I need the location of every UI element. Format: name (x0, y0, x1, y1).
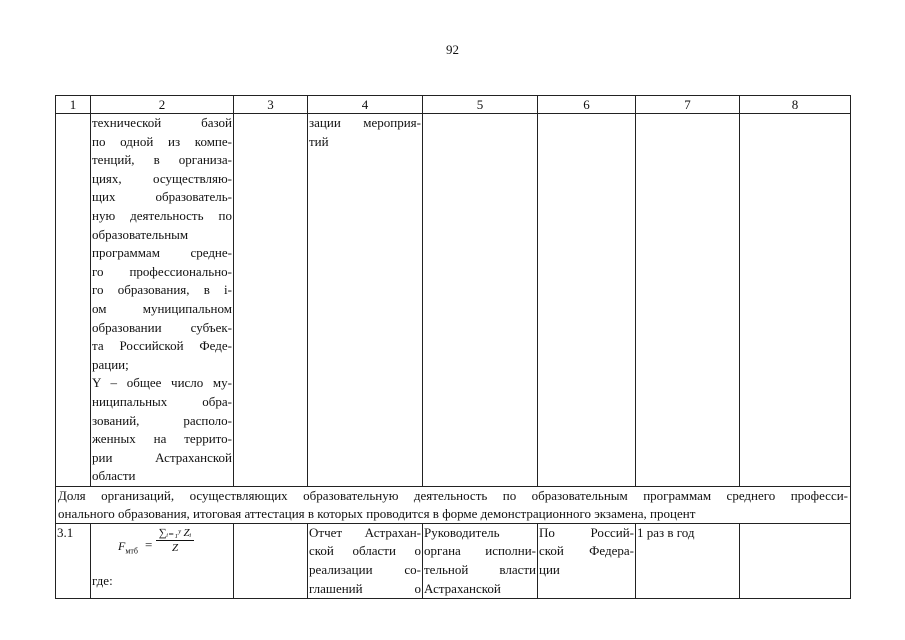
page-number: 92 (446, 42, 459, 57)
text-line: ниципальных обра- (92, 393, 232, 409)
text-line: тий (309, 133, 329, 149)
cell-col-3 (234, 114, 308, 487)
text-line: программам средне- (92, 245, 232, 261)
text-line: ную деятельность по (92, 207, 232, 223)
header-col-3: 3 (234, 96, 308, 114)
text-line: Руководитель (424, 524, 500, 540)
text-line: Отчет Астрахан- (309, 524, 421, 540)
row-number: 3.1 (56, 523, 91, 598)
cell-col-6 (538, 114, 636, 487)
cell-frequency: 1 раз в год (636, 523, 740, 598)
cell-col-4-source (308, 114, 423, 487)
text-line: Y – общее число му- (92, 375, 232, 391)
text-line: тенций, в организа- (92, 152, 232, 168)
header-col-2: 2 (91, 96, 234, 114)
cell-responsible (423, 523, 538, 598)
text-line: тельной власти (424, 562, 536, 578)
cell-col-7 (636, 114, 740, 487)
text-line: ом муниципальном (92, 300, 232, 316)
text-line: рации; (92, 356, 129, 372)
formula-numerator: ∑ᵢ₌₁ʸ Zᵢ (156, 526, 194, 541)
text-line: ской области о (309, 543, 421, 559)
section-heading-line: Доля организаций, осуществляющих образовательную деятельность по образовательным программам среднего професси- (58, 487, 848, 503)
cell-col-8 (740, 523, 851, 598)
section-heading (56, 486, 851, 523)
header-col-5: 5 (423, 96, 538, 114)
header-row (56, 96, 851, 114)
text-line: го образования, в i- (92, 282, 232, 298)
header-col-6: 6 (538, 96, 636, 114)
section-heading-line: онального образования, итоговая аттестация в которых проводится в форме демонстрационного экзамена, процент (58, 505, 696, 521)
text-line: ции (539, 562, 560, 578)
cell-col-8 (740, 114, 851, 487)
text-line: ской Федера- (539, 543, 634, 559)
text-line: образовании субъек- (92, 319, 232, 335)
text-line: органа исполни- (424, 543, 536, 559)
text-line: образовательным (92, 226, 189, 242)
text-line: зований, располо- (92, 412, 232, 428)
text-line: женных на террито- (92, 431, 232, 447)
indicator-table (55, 95, 851, 599)
section-heading-row (56, 486, 851, 523)
text-line: области (92, 468, 136, 484)
text-line: рии Астраханской (92, 449, 232, 465)
formula-equals: = (145, 536, 153, 552)
cell-col-3 (234, 523, 308, 598)
text-line: технической базой (92, 115, 232, 130)
text-line: щих образователь- (92, 189, 232, 205)
formula (92, 526, 232, 566)
text-line: глашений о (309, 580, 421, 596)
header-col-4: 4 (308, 96, 423, 114)
cell-source (308, 523, 423, 598)
formula-denominator: Z (171, 541, 179, 554)
cell-level (538, 523, 636, 598)
text-line: та Российской Феде- (92, 338, 232, 354)
cell-col-1 (56, 114, 91, 487)
header-col-1: 1 (56, 96, 91, 114)
cell-col-2-description (91, 114, 234, 487)
text-line: циях, осуществляю- (92, 170, 232, 186)
text-line: зации мероприя- (309, 115, 421, 130)
text-line: реализации со- (309, 562, 421, 578)
formula-lhs: $F_{мтб}$ (118, 538, 138, 556)
cell-formula (91, 523, 234, 598)
indicator-row-3-1 (56, 523, 851, 598)
formula-fraction (156, 526, 194, 555)
cell-col-5 (423, 114, 538, 487)
text-line: по одной из компе- (92, 133, 232, 149)
header-col-8: 8 (740, 96, 851, 114)
text-line: го профессионально- (92, 263, 232, 279)
header-col-7: 7 (636, 96, 740, 114)
text-line: Астраханской (424, 580, 501, 596)
continued-row (56, 114, 851, 487)
text-line: По Россий- (539, 524, 634, 540)
where-label: где: (92, 572, 113, 588)
